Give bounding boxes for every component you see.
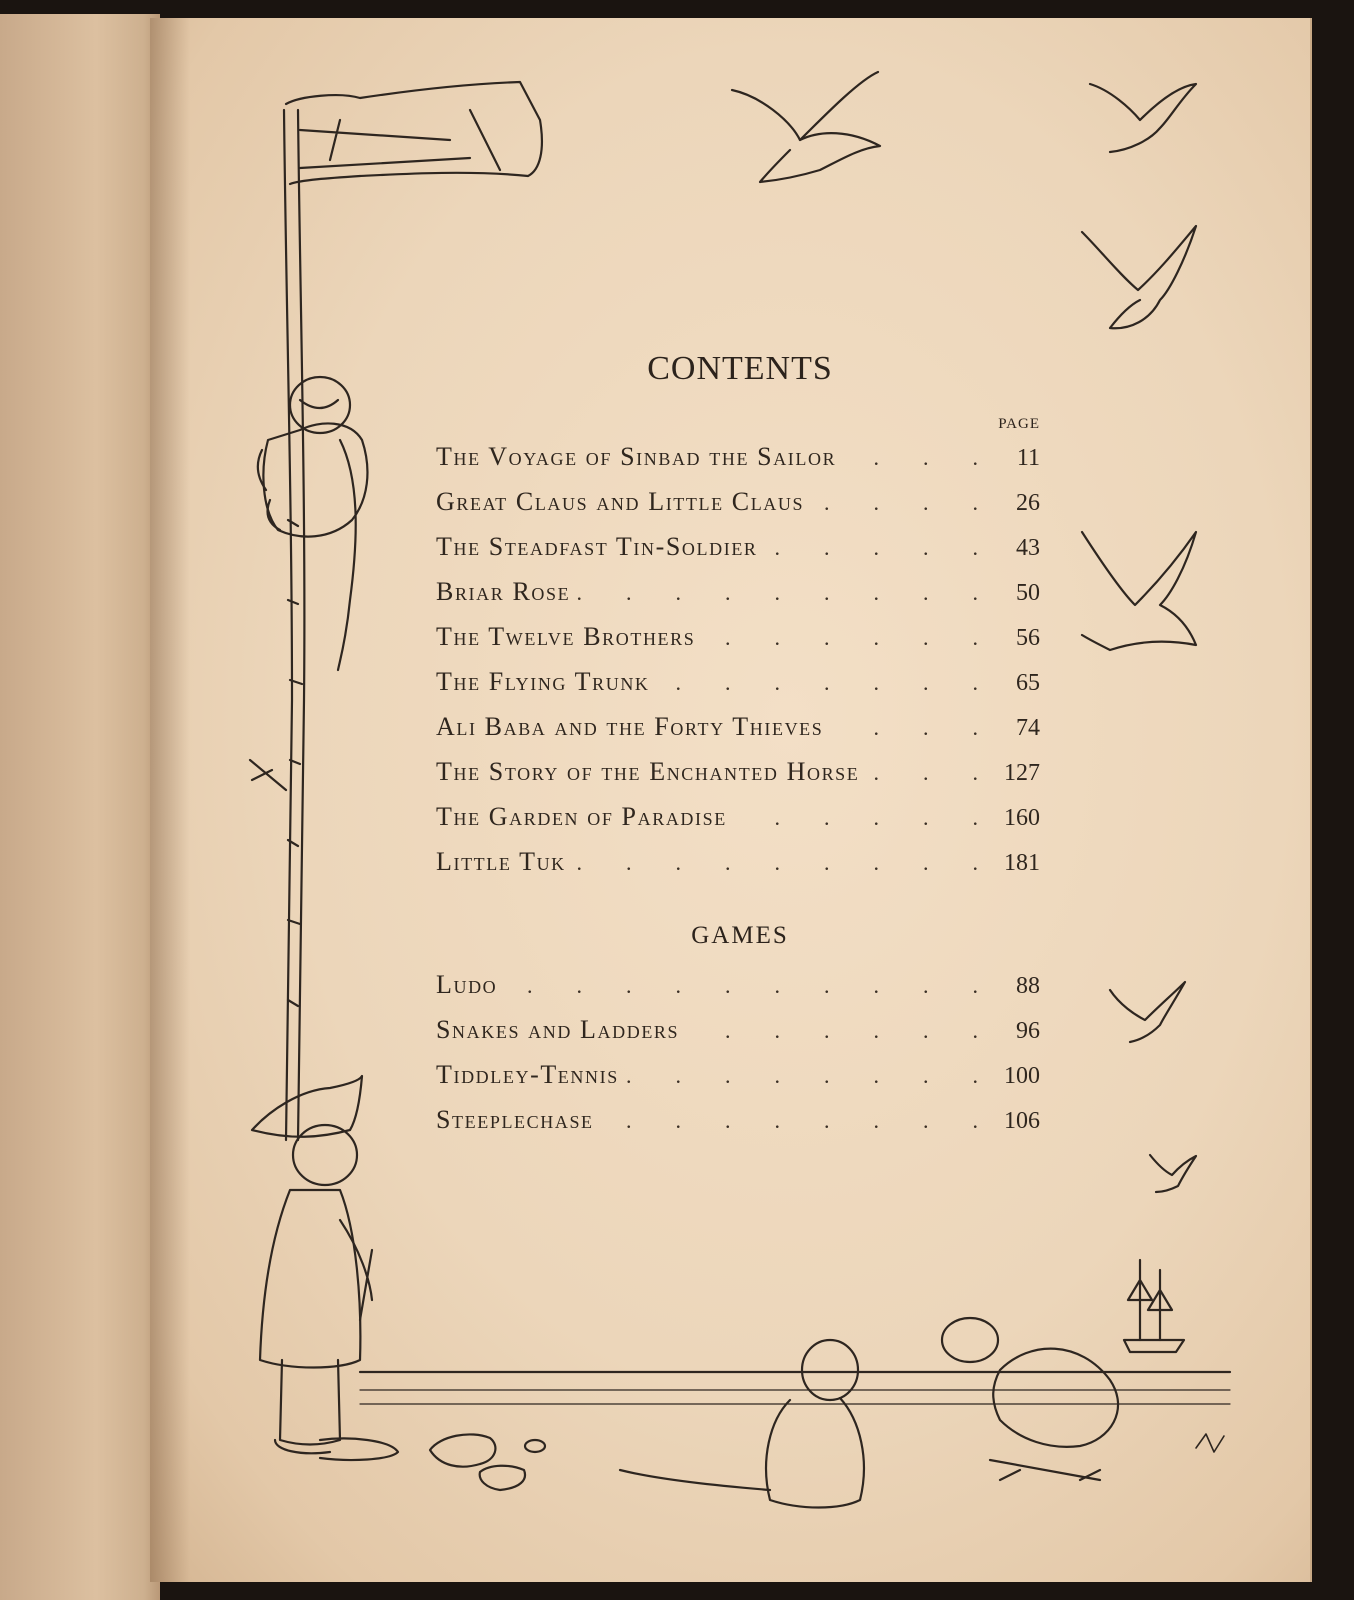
toc-entry-page: 160 — [1004, 805, 1040, 831]
monkey-climbing-illustration — [258, 377, 368, 670]
toc-entry-title: The Garden of Paradise — [436, 802, 727, 831]
toc-entry[interactable] — [436, 1060, 1040, 1105]
toc-entry-page: 100 — [1004, 1063, 1040, 1089]
toc-entry-page: 43 — [1016, 535, 1040, 561]
toc-entry[interactable] — [436, 847, 1040, 892]
page-title: CONTENTS — [647, 350, 833, 387]
toc-entry-page: 106 — [1004, 1108, 1040, 1134]
toc-entry[interactable] — [436, 970, 1040, 1015]
toc-entry-page: 11 — [1016, 445, 1040, 471]
toc-entry-title: Snakes and Ladders — [436, 1015, 680, 1044]
toc-entry[interactable] — [436, 1015, 1040, 1060]
dot-leader — [810, 490, 978, 516]
toc-entry[interactable] — [436, 577, 1040, 622]
toc-entry-page: 88 — [1016, 973, 1040, 999]
dot-leader — [572, 850, 978, 876]
dot-leader — [625, 1063, 978, 1089]
toc-entry[interactable] — [436, 622, 1040, 667]
dot-leader — [576, 580, 978, 606]
toc-entry-title: The Voyage of Sinbad the Sailor — [436, 442, 837, 471]
dot-leader — [733, 805, 978, 831]
dot-leader — [685, 1018, 978, 1044]
toc-entry-page: 181 — [1004, 850, 1040, 876]
dot-leader — [764, 535, 978, 561]
games-list — [436, 970, 1040, 1150]
toc-entry-title: Little Tuk — [436, 847, 566, 876]
toc-entry-title: The Story of the Enchanted Horse — [436, 757, 860, 786]
toc-entry-title: Tiddley-Tennis — [436, 1060, 619, 1089]
pirate-boy-illustration — [252, 1076, 398, 1460]
toc-entry[interactable] — [436, 802, 1040, 847]
toc-entry[interactable] — [436, 532, 1040, 577]
sailing-ship-illustration — [1124, 1260, 1184, 1352]
monkey-sitting-illustration — [620, 1340, 864, 1508]
dot-leader — [600, 1108, 978, 1134]
games-section-title: GAMES — [691, 922, 789, 949]
toc-entry[interactable] — [436, 487, 1040, 532]
toc-entry-title: Steeplechase — [436, 1105, 594, 1134]
toc-entry-title: Briar Rose — [436, 577, 571, 606]
dot-leader — [656, 670, 978, 696]
dot-leader — [829, 715, 978, 741]
stories-list — [436, 442, 1040, 892]
dot-leader — [842, 445, 978, 471]
toc-entry-title: Ludo — [436, 970, 498, 999]
artist-monogram — [1196, 1434, 1224, 1452]
dot-leader — [865, 760, 978, 786]
toc-entry[interactable] — [436, 1105, 1040, 1150]
toc-entry-page: 56 — [1016, 625, 1040, 651]
rocks-illustration — [430, 1434, 545, 1490]
toc-entry-page: 26 — [1016, 490, 1040, 516]
toc-entry-title: The Flying Trunk — [436, 667, 650, 696]
toc-entry-page: 127 — [1004, 760, 1040, 786]
toc-entry-title: Ali Baba and the Forty Thieves — [436, 712, 824, 741]
toc-entry-title: Great Claus and Little Claus — [436, 487, 805, 516]
toc-entry[interactable] — [436, 757, 1040, 802]
toc-entry[interactable] — [436, 667, 1040, 712]
toc-entry-page: 50 — [1016, 580, 1040, 606]
sea-shading — [360, 1390, 1230, 1404]
toc-entry-page: 74 — [1016, 715, 1040, 741]
page-column-label: PAGE — [998, 416, 1040, 432]
toc-entry-page: 65 — [1016, 670, 1040, 696]
toc-entry-title: The Steadfast Tin-Soldier — [436, 532, 758, 561]
toc-entry-page: 96 — [1016, 1018, 1040, 1044]
turtle-illustration — [942, 1318, 1118, 1480]
toc-entry-title: The Twelve Brothers — [436, 622, 696, 651]
toc-entry[interactable] — [436, 442, 1040, 487]
dot-leader — [503, 973, 978, 999]
toc-entry[interactable] — [436, 712, 1040, 757]
dot-leader — [701, 625, 978, 651]
